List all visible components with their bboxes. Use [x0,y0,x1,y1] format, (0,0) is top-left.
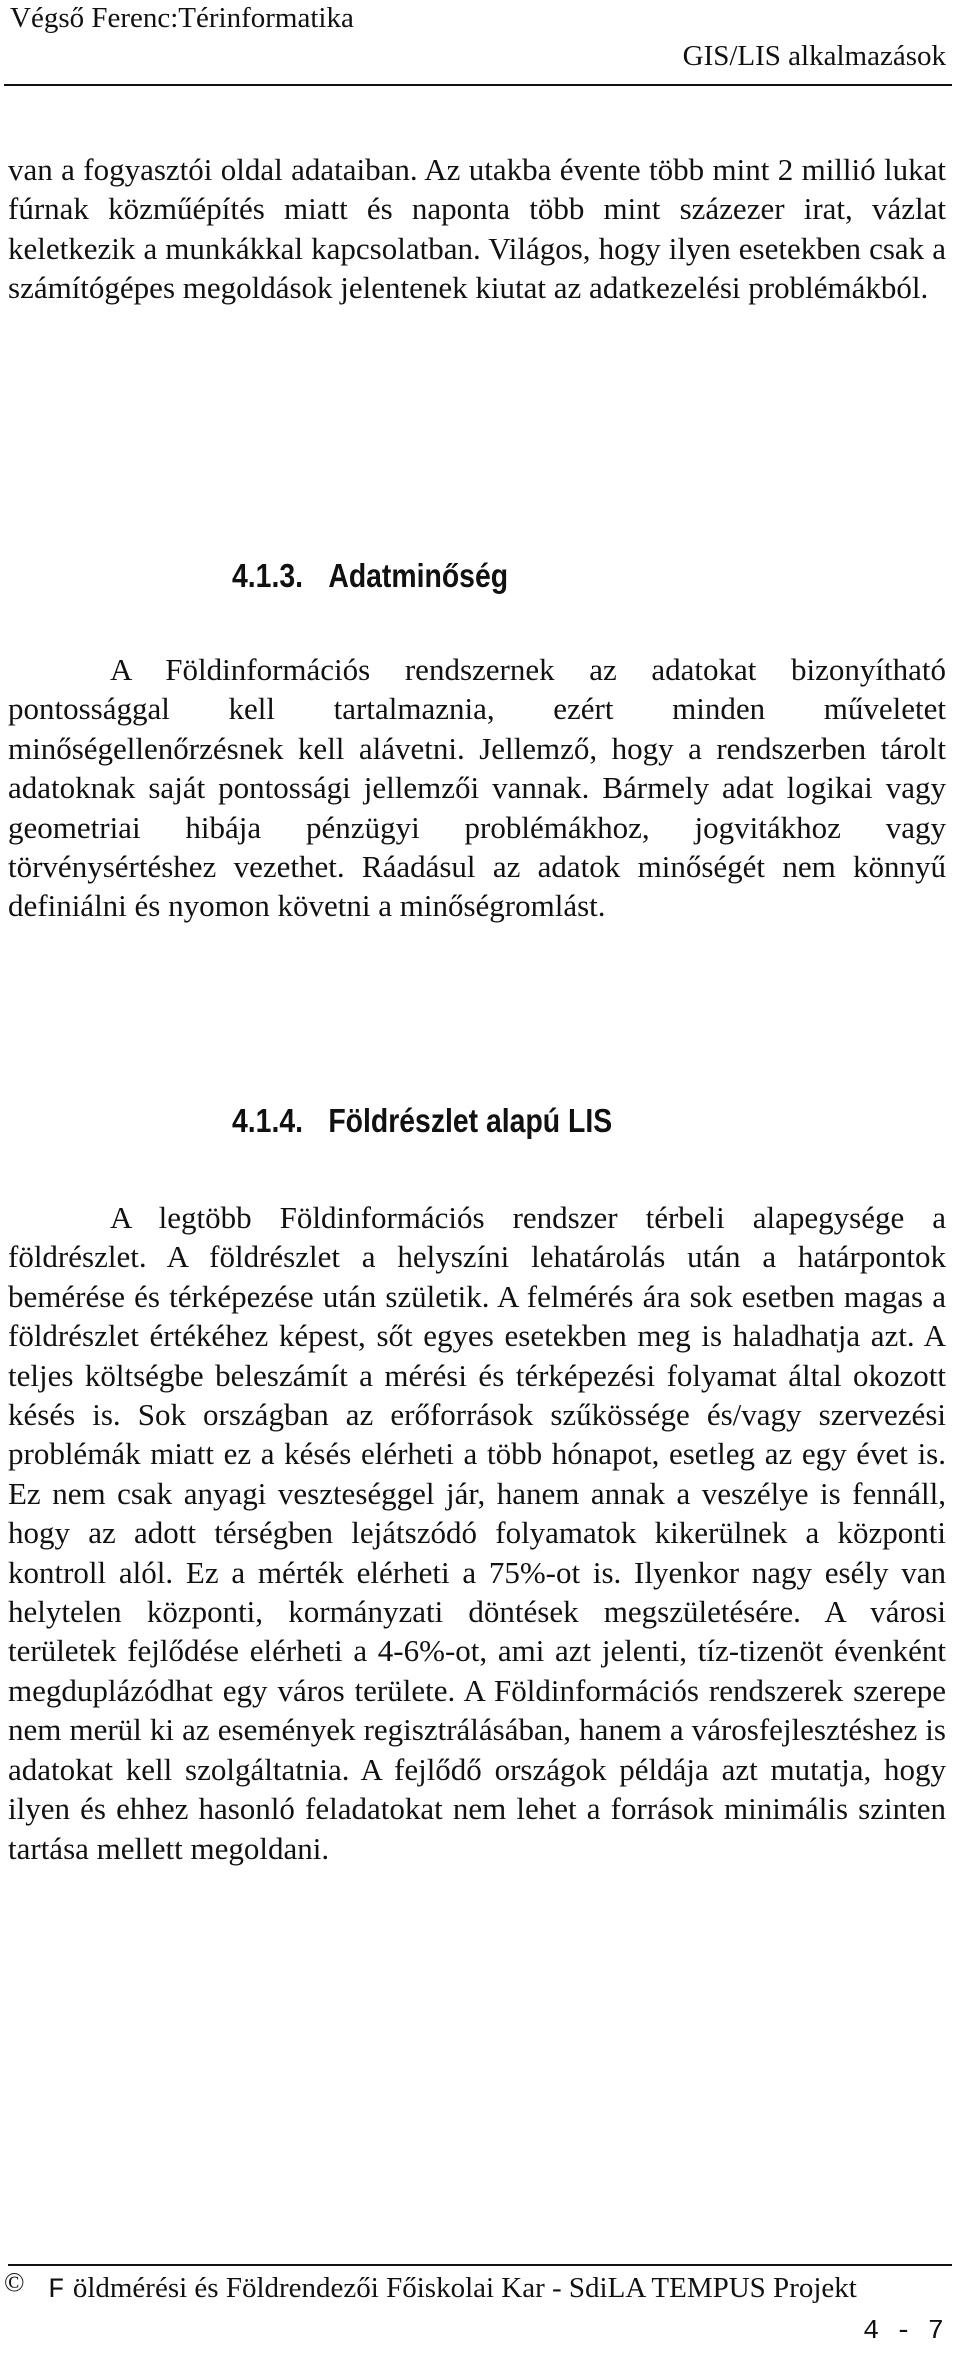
header-author-title: Végső Ferenc:Térinformatika [10,2,354,34]
section-body-4-1-4: A legtöbb Földinformációs rendszer térbeli alapegysége a földrészlet. A földrészlet a helyszíni lehatárolás után a határpontok bemérése és térképezése után születik. A felmérés ára sok esetben magas a földrészlet értékéhez képest, sőt egyes esetekben meg is haladhatja azt. A teljes költségbe beleszámít a mérési és térképezési folyamat által okozott késés is. Sok országban az erőforrások szűkössége és/vagy szervezési problémák miatt ez a késés elérheti a több hónapot, esetleg az egy évet is. Ez nem csak anyagi veszteséggel jár, hanem annak a veszélye is fennáll, hogy az adott térségben lejátszódó folyamatok kikerülnek a központi kontroll alól. Ez a mérték elérheti a 75%-ot is. Ilyenkor nagy esély van helytelen központi, kormányzati döntések megszületésére. A városi területek fejlődése elérheti a 4-6%-ot, ami azt jelenti, tíz-tizenöt évenként megduplázódhat egy város területe. A Földinformációs rendszerek szerepe nem merül ki az események regisztrálásában, hanem a városfejlesztéshez is adatokat kell szolgáltatnia. A fejlődő országok példája azt mutatja, hogy ilyen és ehhez hasonló feladatokat nem lehet a források minimális szinten tartása mellett megoldani. [8,1200,946,1866]
footer-institution [48,2270,857,2309]
footer-f-glyph: F [48,2275,65,2306]
section-title: Adatminőség [328,557,509,594]
section-body-4-1-3: A Földinformációs rendszernek az adatokat bizonyítható pontossággal kell tartalmaznia, ezért minden műveletet minőségellenőrzésnek kell alávetni. Jellemző, hogy a rendszerben tárolt adatoknak saját pontossági jellemzői vannak. Bármely adat logikai vagy geometriai hibája pénzügyi problémákhoz, jogvitákhoz vagy törvénysértéshez vezethet. Ráadásul az adatok minőségét nem könnyű definiálni és nyomon követni a minőségromlást. [8,652,946,924]
footer-institution-text: öldmérési és Földrendezői Főiskolai Kar - SdiLA TEMPUS Projekt [72,2272,857,2304]
copyright-icon: © [4,2267,25,2297]
section-title: Földrészlet alapú LIS [328,1102,613,1139]
header-chapter-title: GIS/LIS alkalmazások [682,40,946,72]
section-heading-4-1-3 [232,550,508,602]
footer-divider [8,2264,952,2266]
section-number: 4.1.3. [232,557,304,594]
intro-paragraph: van a fogyasztói oldal adataiban. Az utakba évente több mint 2 millió lukat fúrnak közműépítés miatt és naponta több mint százezer irat, vázlat keletkezik a munkákkal kapcsolatban. Világos, hogy ilyen esetekben csak a számítógépes megoldások jelentenek kiutat az adatkezelési problémákból. [8,152,946,306]
section-heading-4-1-4 [232,1095,612,1147]
header-divider [4,84,952,86]
section-number: 4.1.4. [232,1102,304,1139]
page-number: 4 - 7 [862,2317,944,2347]
